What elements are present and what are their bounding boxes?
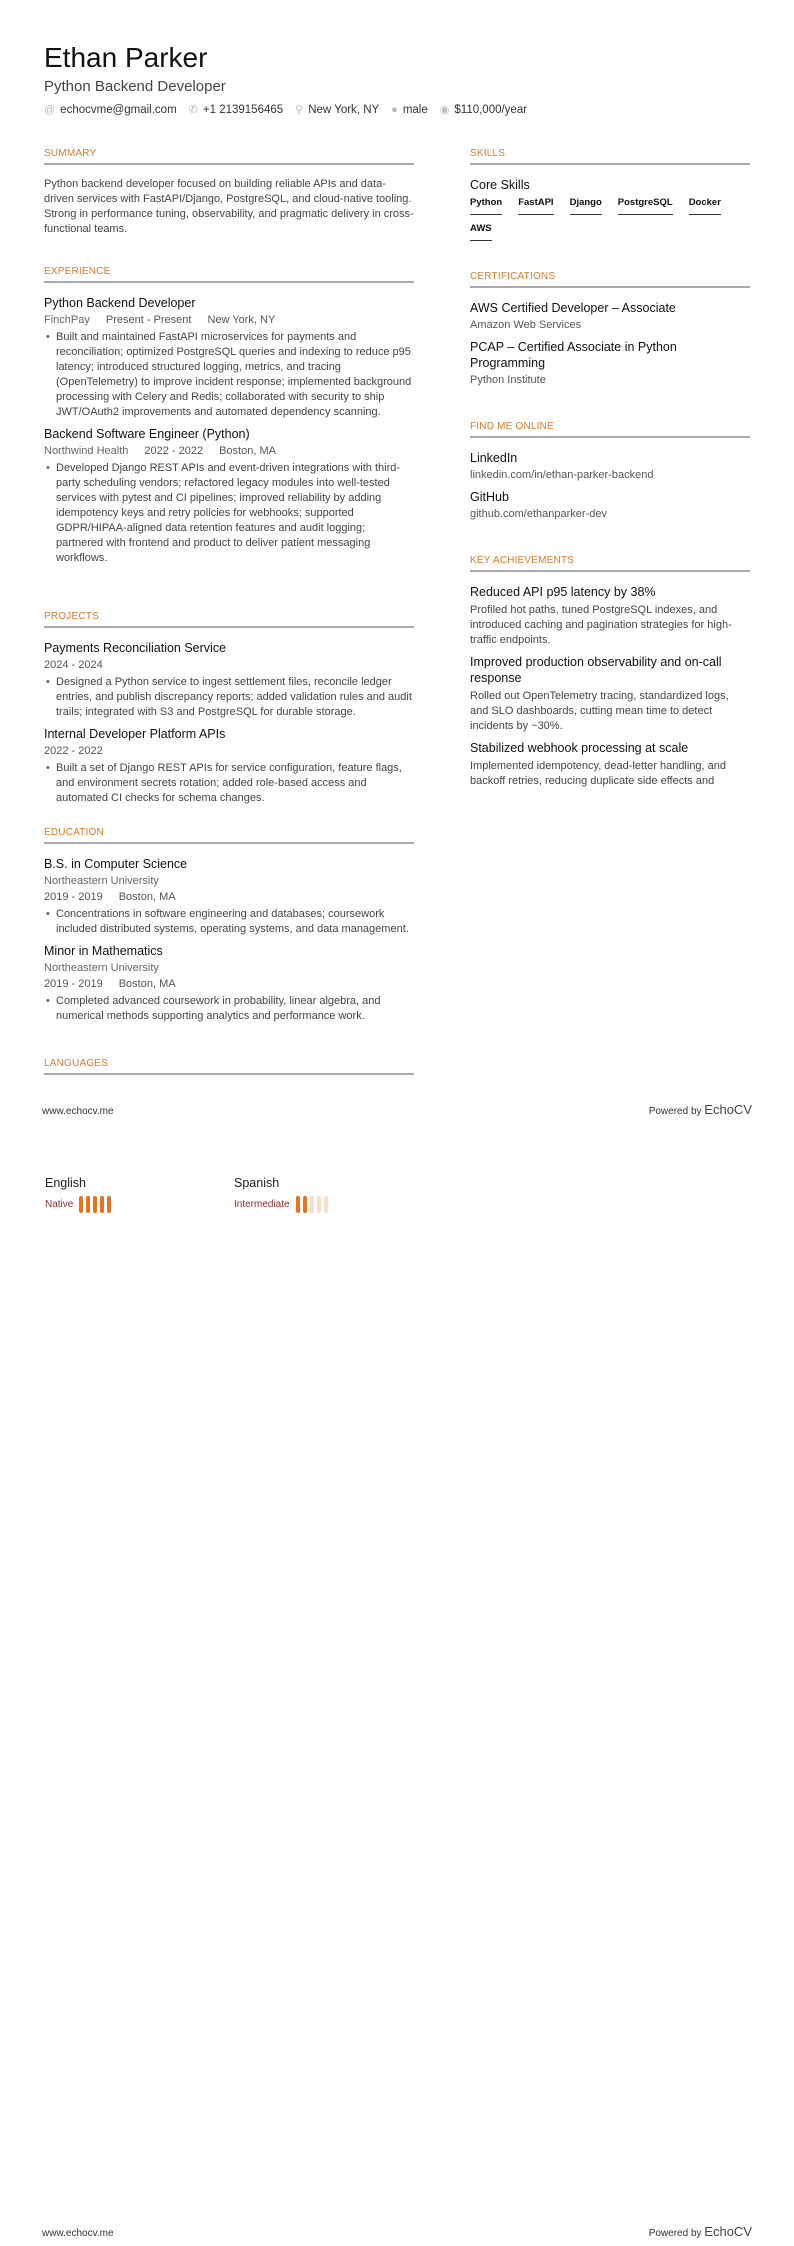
section-heading: EXPERIENCE: [44, 266, 414, 283]
candidate-name: Ethan Parker: [44, 42, 208, 73]
dates: 2024 - 2024: [44, 659, 103, 671]
online-section: [470, 421, 750, 528]
experience-item: [44, 295, 414, 420]
level-bar-filled: [93, 1196, 97, 1213]
language-level: Intermediate: [234, 1199, 290, 1210]
brand-logo: EchoCV: [704, 2224, 752, 2239]
dates: 2022 - 2022: [44, 745, 103, 757]
section-heading: LANGUAGES: [44, 1058, 414, 1075]
contact-gender: ● male: [391, 103, 428, 116]
education-item: [44, 943, 414, 1024]
bullet: • Completed advanced coursework in probability, linear algebra, and numerical methods supporting analytics and performance work.: [44, 994, 414, 1024]
languages-section: [44, 1058, 414, 1087]
location: Boston, MA: [118, 978, 176, 990]
powered-by-page2: Powered by EchoCV: [648, 2224, 752, 2239]
section-heading: CERTIFICATIONS: [470, 271, 750, 288]
education-section: [44, 827, 414, 1030]
contact-email: @ echocvme@gmail.com: [44, 103, 177, 116]
item-title: Backend Software Engineer (Python): [44, 427, 250, 441]
project-item: [44, 726, 414, 806]
contact-info: [44, 103, 527, 116]
section-heading: PROJECTS: [44, 611, 414, 628]
language-name: Spanish: [234, 1176, 280, 1190]
summary-section: [44, 148, 414, 237]
item-title: Minor in Mathematics: [44, 944, 163, 958]
achievement-title: Improved production observability and on-call response: [470, 655, 722, 685]
level-bar-empty: [310, 1196, 314, 1213]
footer-site-link[interactable]: www.echocv.me: [42, 1106, 114, 1117]
location: Boston, MA: [118, 891, 176, 903]
item-title: Python Backend Developer: [44, 296, 196, 310]
achievement-title: Reduced API p95 latency by 38%: [470, 585, 656, 599]
location: New York, NY: [207, 314, 276, 326]
skill-chip: Django: [570, 197, 602, 215]
skill-group-title: Core Skills: [470, 178, 530, 192]
level-bar-filled: [296, 1196, 300, 1213]
level-bars: [296, 1196, 328, 1213]
item-title: Payments Reconciliation Service: [44, 641, 227, 655]
section-heading: SUMMARY: [44, 148, 414, 165]
school: Northeastern University: [44, 962, 159, 974]
level-bar-empty: [324, 1196, 328, 1213]
language-item: [234, 1176, 328, 1213]
language-item: [45, 1176, 111, 1213]
skill-chip: Docker: [689, 197, 721, 215]
dates: 2019 - 2019: [44, 978, 103, 990]
section-heading: KEY ACHIEVEMENTS: [470, 555, 750, 572]
dates: 2019 - 2019: [44, 891, 103, 903]
project-item: [44, 640, 414, 720]
bullet: • Concentrations in software engineering and databases; coursework included distributed systems, operating systems, and data management.: [44, 907, 414, 937]
school: Northeastern University: [44, 875, 159, 887]
item-title: Internal Developer Platform APIs: [44, 727, 226, 741]
level-bar-filled: [303, 1196, 307, 1213]
certifications-section: [470, 271, 750, 394]
profile-link[interactable]: linkedin.com/in/ethan-parker-backend: [470, 469, 654, 481]
dates: 2022 - 2022: [144, 445, 204, 457]
company: FinchPay: [44, 314, 90, 326]
summary-text: Python backend developer focused on building reliable APIs and data-driven services with FastAPI/Django, PostgreSQL, and cloud-native tooling. Strong in performance tuning, observability, and pragmatic delivery in cross-functional teams.: [44, 178, 414, 235]
bullet: • Built and maintained FastAPI microservices for payments and reconciliation; optimized PostgreSQL queries and indexing to reduce p95 latency; introduced structured logging, metrics, and tracing (OpenTelemetry) to improve incident response; implemented background processing with Celery and Redis; collaborated with security to ship JWT/OAuth2 improvements and automated dependency scanning.: [44, 330, 414, 420]
location: Boston, MA: [219, 445, 276, 457]
education-item: [44, 856, 414, 937]
experience-item: [44, 426, 414, 566]
section-heading: FIND ME ONLINE: [470, 421, 750, 438]
cert-issuer: Amazon Web Services: [470, 319, 582, 331]
level-bar-filled: [100, 1196, 104, 1213]
profile-label: LinkedIn: [470, 451, 518, 465]
skill-chip: PostgreSQL: [618, 197, 673, 215]
projects-section: [44, 611, 414, 812]
job-title: Python Backend Developer: [44, 78, 226, 95]
cert-issuer: Python Institute: [470, 374, 546, 386]
language-level: Native: [45, 1199, 74, 1210]
profile-link[interactable]: github.com/ethanparker-dev: [470, 508, 607, 520]
section-heading: EDUCATION: [44, 827, 414, 844]
achievement-title: Stabilized webhook processing at scale: [470, 741, 689, 755]
brand-logo: EchoCV: [704, 1102, 752, 1117]
profile-label: GitHub: [470, 490, 509, 504]
level-bar-filled: [79, 1196, 83, 1213]
contact-location: ⚲ New York, NY: [295, 104, 380, 116]
level-bar-filled: [107, 1196, 111, 1213]
bullet: • Designed a Python service to ingest settlement files, reconcile ledger entries, and publish discrepancy reports; added validation rules and audit trails; integrated with S3 and PostgreSQL for durable storage.: [44, 675, 414, 720]
at-icon: @: [44, 103, 56, 116]
language-name: English: [45, 1176, 86, 1190]
skill-chip: AWS: [470, 223, 492, 241]
level-bar-empty: [317, 1196, 321, 1213]
level-bar-filled: [86, 1196, 90, 1213]
achievement-text: Implemented idempotency, dead-letter handling, and backoff retries, reducing duplicate side effects and: [470, 760, 727, 787]
achievements-section: [470, 555, 750, 789]
level-bars: [79, 1196, 111, 1213]
section-heading: SKILLS: [470, 148, 750, 165]
contact-salary: ◉ $110,000/year: [439, 104, 528, 116]
bullet: • Built a set of Django REST APIs for service configuration, feature flags, and environment secrets rotation; added role-based access and automated CI checks for schema changes.: [44, 761, 414, 806]
cert-title: PCAP – Certified Associate in Python Programming: [470, 340, 677, 370]
footer-site-link-page2[interactable]: www.echocv.me: [42, 2228, 114, 2239]
money-icon: ◉: [439, 104, 450, 116]
dates: Present - Present: [105, 314, 192, 326]
powered-by: Powered by EchoCV: [648, 1102, 752, 1117]
skills-section: [470, 148, 750, 241]
phone-icon: ✆: [188, 104, 198, 116]
cert-title: AWS Certified Developer – Associate: [470, 301, 676, 315]
item-title: B.S. in Computer Science: [44, 857, 188, 871]
contact-phone: ✆ +1 2139156465: [188, 104, 284, 116]
person-icon: ●: [391, 103, 398, 116]
bullet: • Developed Django REST APIs and event-driven integrations with third-party scheduling vendors; refactored legacy modules into well-tested services with pytest and CI pipelines; improved reliability by adding idempotency keys and retry policies for webhooks; supported GDPR/HIPAA-aligned data retention features and audit logging; partnered with frontend and product to deliver patient messaging workflows.: [44, 461, 414, 566]
experience-section: [44, 266, 414, 572]
company: Northwind Health: [44, 445, 129, 457]
location-icon: ⚲: [295, 104, 304, 116]
achievement-text: Profiled hot paths, tuned PostgreSQL indexes, and introduced caching and pagination strategies for high-traffic endpoints.: [470, 604, 732, 646]
skill-chip: FastAPI: [518, 197, 553, 215]
achievement-text: Rolled out OpenTelemetry tracing, standardized logs, and SLO dashboards, cutting mean time to detect incidents by ~30%.: [470, 690, 729, 732]
skill-chip: Python: [470, 197, 502, 215]
